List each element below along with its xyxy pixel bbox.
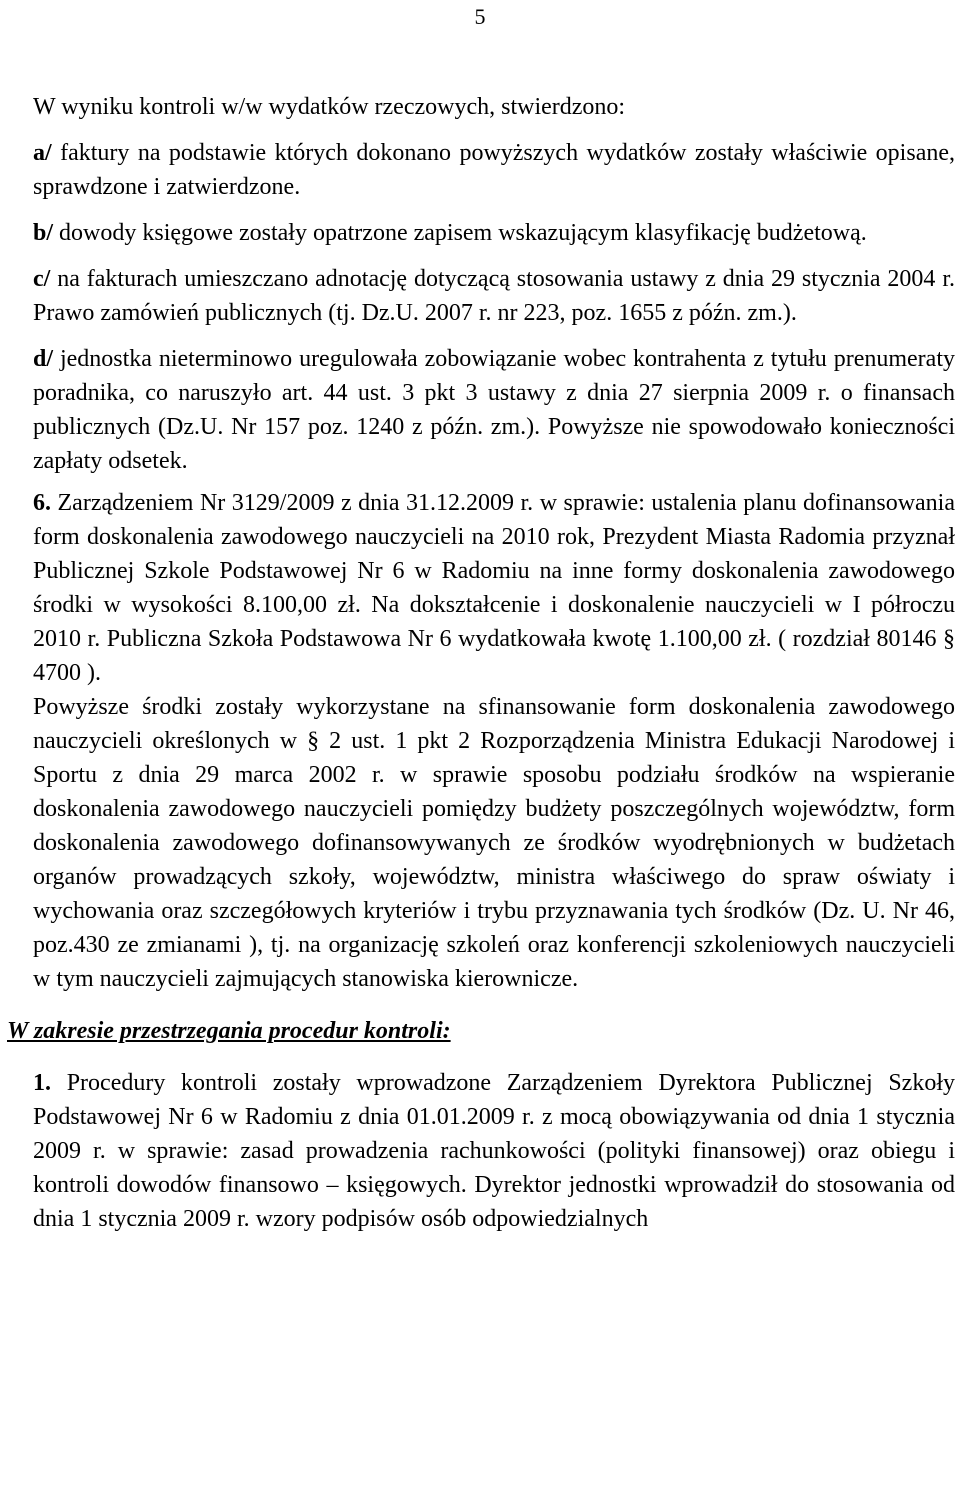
item-1-label: 1.	[33, 1070, 51, 1096]
item-a-text: faktury na podstawie których dokonano powyższych wydatków zostały właściwie opisane, sprawdzone i zatwierdzone.	[33, 140, 955, 200]
item-b-label: b/	[33, 220, 54, 246]
document-body	[7, 90, 955, 1236]
item-a-paragraph	[33, 136, 955, 204]
item-d-label: d/	[33, 346, 54, 372]
page-number: 5	[474, 4, 486, 29]
item-1-paragraph	[33, 1066, 955, 1236]
intro-paragraph: W wyniku kontroli w/w wydatków rzeczowych, stwierdzono:	[33, 94, 626, 120]
item-6-paragraph	[33, 486, 955, 690]
item-d-text: jednostka nieterminowo uregulowała zobowiązanie wobec kontrahenta z tytułu prenumeraty poradnika, co naruszyło art. 44 ust. 3 pkt 3 ustawy z dnia 27 sierpnia 2009 r. o finansach publicznych (Dz.U. Nr 157 poz. 1240 z późn. zm.). Powyższe nie spowodowało konieczności zapłaty odsetek.	[33, 346, 955, 474]
item-1-text: Procedury kontroli zostały wprowadzone Zarządzeniem Dyrektora Publicznej Szkoły Podstawowej Nr 6 w Radomiu z dnia 01.01.2009 r. z mocą obowiązywania od dnia 1 stycznia 2009 r. w sprawie: zasad prowadzenia rachunkowości (polityki finansowej) oraz obiegu i kontroli dowodów finansowo – księgowych. Dyrektor jednostki wprowadził do stosowania od dnia 1 stycznia 2009 r. wzory podpisów osób odpowiedzialnych	[33, 1070, 955, 1232]
item-c-paragraph	[33, 262, 955, 330]
item-6-continuation: Powyższe środki zostały wykorzystane na sfinansowanie form doskonalenia zawodowego nauczycieli określonych w § 2 ust. 1 pkt 2 Rozporządzenia Ministra Edukacji Narodowej i Sportu z dnia 29 marca 2002 r. w sprawie sposobu podziału środków na wspieranie doskonalenia zawodowego nauczycieli pomiędzy budżety poszczególnych województw, form doskonalenia zawodowego dofinansowywanych ze środków wyodrębnionych w budżetach organów prowadzących szkoły, województw, ministra właściwego do spraw oświaty i wychowania oraz szczegółowych kryteriów i trybu przyznawania tych środków (Dz. U. Nr 46, poz.430 ze zmianami ), tj. na organizację szkoleń oraz konferencji szkoleniowych nauczycieli w tym nauczycieli zajmujących stanowiska kierownicze.	[33, 694, 955, 992]
item-6-text: Zarządzeniem Nr 3129/2009 z dnia 31.12.2009 r. w sprawie: ustalenia planu dofinansowania form doskonalenia zawodowego nauczycieli na 2010 rok, Prezydent Miasta Radomia przyznał Publicznej Szkole Podstawowej Nr 6 w Radomiu na inne formy doskonalenia zawodowego środki w wysokości 8.100,00 zł. Na dokształcenie i doskonalenie nauczycieli w I półroczu 2010 r. Publiczna Szkoła Podstawowa Nr 6 wydatkowała kwotę 1.100,00 zł. ( rozdział 80146 § 4700 ).	[33, 490, 955, 686]
item-b-paragraph	[33, 216, 955, 250]
item-b-text: dowody księgowe zostały opatrzone zapisem wskazującym klasyfikację budżetową.	[53, 220, 867, 246]
item-c-text: na fakturach umieszczano adnotację dotyczącą stosowania ustawy z dnia 29 stycznia 2004 r. Prawo zamówień publicznych (tj. Dz.U. 2007 r. nr 223, poz. 1655 z późn. zm.).	[33, 266, 955, 326]
item-a-label: a/	[33, 140, 52, 166]
item-c-label: c/	[33, 266, 51, 292]
item-6-label: 6.	[33, 490, 51, 516]
section-heading: W zakresie przestrzegania procedur kontroli:	[7, 1018, 451, 1044]
item-d-paragraph	[33, 342, 955, 478]
